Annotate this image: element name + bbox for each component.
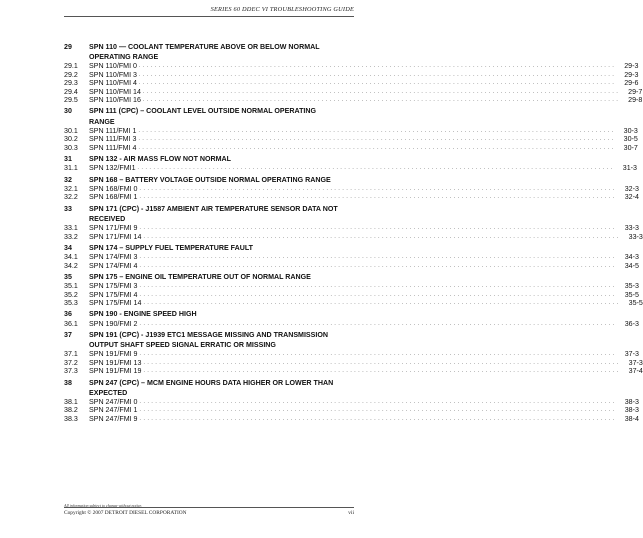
entry-number: 37.2 — [64, 358, 78, 367]
toc-entry[interactable] — [64, 96, 643, 105]
toc-entry[interactable] — [64, 261, 639, 270]
section-title: SPN 247 (CPC) – MCM ENGINE HOURS DATA HIGHER OR LOWER THAN EXPECTED — [89, 378, 334, 397]
entry-number: 30.2 — [64, 135, 78, 144]
dot-leader: . . . . . . . . . . . . . . . . . . . . . . . . . . . . . . . . . . . . . . . . . . . . . . . . . . . . . . . . . . . . . . . . . . . . . . . . . . . . . . . . . . . . . . . . . . . . . . . . . . . . . . . . . . . . . . . . . . . . . . . . — [138, 80, 615, 87]
toc-entry[interactable] — [64, 135, 638, 144]
dot-leader: . . . . . . . . . . . . . . . . . . . . . . . . . . . . . . . . . . . . . . . . . . . . . . . . . . . . . . . . . . . . . . . . . . . . . . . . . . . . . . . . . . . . . . . . . . . . . . . . . . . . . . . . . . . . . . . . . . . . . . . . — [138, 127, 614, 134]
entry-title: SPN 168/FMI 1 — [89, 193, 138, 202]
section-heading[interactable] — [64, 243, 354, 253]
entry-number: 38.3 — [64, 414, 78, 423]
toc-entry[interactable] — [64, 87, 643, 96]
entry-page-number: 35-5 — [624, 290, 639, 299]
section-heading[interactable] — [64, 175, 354, 185]
entry-number: 35.1 — [64, 282, 78, 291]
entry-page-number: 35-5 — [628, 298, 643, 307]
entry-page-number: 38-3 — [624, 397, 639, 406]
toc-entry[interactable] — [64, 70, 639, 79]
dot-leader: . . . . . . . . . . . . . . . . . . . . . . . . . . . . . . . . . . . . . . . . . . . . . . . . . . . . . . . . . . . . . . . . . . . . . . . . . . . . . . . . . . . . . . . . . . . . . . . . . . . . . . . . . . . . . . . . . . . . . . . . — [143, 368, 619, 375]
section-heading[interactable] — [64, 154, 354, 164]
dot-leader: . . . . . . . . . . . . . . . . . . . . . . . . . . . . . . . . . . . . . . . . . . . . . . . . . . . . . . . . . . . . . . . . . . . . . . . . . . . . . . . . . . . . . . . . . . . . . . . . . . . . . . . . . . . . . . . . . . . . . . . . — [139, 320, 615, 327]
section-heading[interactable] — [64, 309, 354, 319]
entry-page-number: 37-4 — [628, 367, 643, 376]
section-number: 31 — [64, 155, 72, 164]
entry-title: SPN 110/FMI 3 — [89, 70, 137, 79]
entry-title: SPN 191/FMI 13 — [89, 358, 142, 367]
entry-page-number: 33-3 — [628, 232, 643, 241]
dot-leader: . . . . . . . . . . . . . . . . . . . . . . . . . . . . . . . . . . . . . . . . . . . . . . . . . . . . . . . . . . . . . . . . . . . . . . . . . . . . . . . . . . . . . . . . . . . . . . . . . . . . . . . . . . . . . . . . . . . . . . . . — [143, 299, 619, 306]
dot-leader: . . . . . . . . . . . . . . . . . . . . . . . . . . . . . . . . . . . . . . . . . . . . . . . . . . . . . . . . . . . . . . . . . . . . . . . . . . . . . . . . . . . . . . . . . . . . . . . . . . . . . . . . . . . . . . . . . . . . . . . . — [139, 194, 615, 201]
section-title: SPN 190 - ENGINE SPEED HIGH — [89, 310, 197, 319]
section-heading[interactable] — [64, 42, 354, 62]
entry-number: 31.1 — [64, 164, 78, 173]
entry-title: SPN 191/FMI 19 — [89, 367, 142, 376]
toc-entry[interactable] — [64, 164, 637, 173]
toc-entry[interactable] — [64, 79, 639, 88]
entry-page-number: 34-3 — [624, 253, 639, 262]
entry-page-number: 36-3 — [624, 319, 639, 328]
entry-number: 29.2 — [64, 70, 78, 79]
dot-leader: . . . . . . . . . . . . . . . . . . . . . . . . . . . . . . . . . . . . . . . . . . . . . . . . . . . . . . . . . . . . . . . . . . . . . . . . . . . . . . . . . . . . . . . . . . . . . . . . . . . . . . . . . . . . . . . . . . . . . . . . — [138, 63, 615, 70]
entry-number: 29.1 — [64, 62, 78, 71]
dot-leader: . . . . . . . . . . . . . . . . . . . . . . . . . . . . . . . . . . . . . . . . . . . . . . . . . . . . . . . . . . . . . . . . . . . . . . . . . . . . . . . . . . . . . . . . . . . . . . . . . . . . . . . . . . . . . . . . . . . . . . . . — [138, 136, 614, 143]
entry-title: SPN 175/FMI 14 — [89, 298, 142, 307]
entry-number: 38.2 — [64, 406, 78, 415]
entry-title: SPN 247/FMI 0 — [89, 397, 138, 406]
entry-number: 36.1 — [64, 319, 78, 328]
entry-title: SPN 247/FMI 1 — [89, 406, 138, 415]
toc-entry[interactable] — [64, 367, 643, 376]
entry-page-number: 29-8 — [628, 96, 643, 105]
toc-entry[interactable] — [64, 253, 639, 262]
section-title: SPN 132 - AIR MASS FLOW NOT NORMAL — [89, 155, 232, 164]
dot-leader: . . . . . . . . . . . . . . . . . . . . . . . . . . . . . . . . . . . . . . . . . . . . . . . . . . . . . . . . . . . . . . . . . . . . . . . . . . . . . . . . . . . . . . . . . . . . . . . . . . . . . . . . . . . . . . . . . . . . . . . . — [137, 165, 613, 172]
section-number: 32 — [64, 175, 72, 184]
toc-entry[interactable] — [64, 397, 639, 406]
section-heading[interactable] — [64, 272, 354, 282]
entry-number: 33.2 — [64, 232, 78, 241]
entry-title: SPN 111/FMI 4 — [89, 143, 137, 152]
entry-page-number: 34-5 — [624, 261, 639, 270]
section-title: SPN 168 – BATTERY VOLTAGE OUTSIDE NORMAL OPERATING RANGE — [89, 175, 331, 184]
section-title: SPN 110 — COOLANT TEMPERATURE ABOVE OR BELOW NORMAL OPERATING RANGE — [89, 43, 320, 62]
entry-number: 30.3 — [64, 143, 78, 152]
toc-entry[interactable] — [64, 143, 638, 152]
dot-leader: . . . . . . . . . . . . . . . . . . . . . . . . . . . . . . . . . . . . . . . . . . . . . . . . . . . . . . . . . . . . . . . . . . . . . . . . . . . . . . . . . . . . . . . . . . . . . . . . . . . . . . . . . . . . . . . . . . . . . . . . — [138, 144, 614, 151]
dot-leader: . . . . . . . . . . . . . . . . . . . . . . . . . . . . . . . . . . . . . . . . . . . . . . . . . . . . . . . . . . . . . . . . . . . . . . . . . . . . . . . . . . . . . . . . . . . . . . . . . . . . . . . . . . . . . . . . . . . . . . . . — [143, 233, 619, 240]
entry-page-number: 38-3 — [624, 406, 639, 415]
dot-leader: . . . . . . . . . . . . . . . . . . . . . . . . . . . . . . . . . . . . . . . . . . . . . . . . . . . . . . . . . . . . . . . . . . . . . . . . . . . . . . . . . . . . . . . . . . . . . . . . . . . . . . . . . . . . . . . . . . . . . . . . — [143, 359, 619, 366]
toc-entry[interactable] — [64, 358, 643, 367]
toc-entry[interactable] — [64, 290, 639, 299]
toc-entry[interactable] — [64, 62, 639, 71]
entry-page-number: 31-3 — [622, 164, 637, 173]
dot-leader: . . . . . . . . . . . . . . . . . . . . . . . . . . . . . . . . . . . . . . . . . . . . . . . . . . . . . . . . . . . . . . . . . . . . . . . . . . . . . . . . . . . . . . . . . . . . . . . . . . . . . . . . . . . . . . . . . . . . . . . . — [139, 225, 615, 232]
entry-number: 35.2 — [64, 290, 78, 299]
entry-number: 34.2 — [64, 261, 78, 270]
entry-title: SPN 111/FMI 3 — [89, 135, 137, 144]
toc-entry[interactable] — [64, 224, 639, 233]
section-number: 33 — [64, 204, 72, 213]
entry-page-number: 32-4 — [624, 193, 639, 202]
footer-copyright: Copyright © 2007 DETROIT DIESEL CORPORATION — [64, 510, 187, 516]
entry-number: 37.3 — [64, 367, 78, 376]
dot-leader: . . . . . . . . . . . . . . . . . . . . . . . . . . . . . . . . . . . . . . . . . . . . . . . . . . . . . . . . . . . . . . . . . . . . . . . . . . . . . . . . . . . . . . . . . . . . . . . . . . . . . . . . . . . . . . . . . . . . . . . . — [139, 262, 615, 269]
dot-leader: . . . . . . . . . . . . . . . . . . . . . . . . . . . . . . . . . . . . . . . . . . . . . . . . . . . . . . . . . . . . . . . . . . . . . . . . . . . . . . . . . . . . . . . . . . . . . . . . . . . . . . . . . . . . . . . . . . . . . . . . — [142, 97, 619, 104]
entry-title: SPN 191/FMI 9 — [89, 350, 138, 359]
entry-title: SPN 110/FMI 16 — [89, 96, 141, 105]
section-number: 29 — [64, 43, 72, 51]
footer-divider — [64, 507, 354, 508]
toc-entry[interactable] — [64, 282, 639, 291]
section-title: SPN 191 (CPC) - J1939 ETC1 MESSAGE MISSING AND TRANSMISSION OUTPUT SHAFT SPEED SIGNAL ERRATIC OR MISSING — [89, 330, 329, 350]
dot-leader: . . . . . . . . . . . . . . . . . . . . . . . . . . . . . . . . . . . . . . . . . . . . . . . . . . . . . . . . . . . . . . . . . . . . . . . . . . . . . . . . . . . . . . . . . . . . . . . . . . . . . . . . . . . . . . . . . . . . . . . . — [139, 407, 615, 414]
entry-title: SPN 171/FMI 14 — [89, 232, 142, 241]
toc-entry[interactable] — [64, 184, 639, 193]
section-title: SPN 174 – SUPPLY FUEL TEMPERATURE FAULT — [89, 243, 253, 252]
entry-title: SPN 110/FMI 4 — [89, 79, 137, 88]
page-number: vii — [348, 510, 354, 516]
entry-number: 32.1 — [64, 184, 78, 193]
entry-page-number: 30-5 — [623, 135, 638, 144]
toc-entry[interactable] — [64, 126, 638, 135]
section-title: SPN 111 (CPC) – COOLANT LEVEL OUTSIDE NORMAL OPERATING RANGE — [89, 107, 317, 126]
section-number: 38 — [64, 378, 72, 387]
toc-entry[interactable] — [64, 298, 643, 307]
entry-number: 37.1 — [64, 350, 78, 359]
section-number: 36 — [64, 310, 72, 319]
entry-number: 38.1 — [64, 397, 78, 406]
toc-entry[interactable] — [64, 350, 639, 359]
entry-title: SPN 175/FMI 4 — [89, 290, 138, 299]
section-heading[interactable] — [64, 378, 354, 398]
dot-leader: . . . . . . . . . . . . . . . . . . . . . . . . . . . . . . . . . . . . . . . . . . . . . . . . . . . . . . . . . . . . . . . . . . . . . . . . . . . . . . . . . . . . . . . . . . . . . . . . . . . . . . . . . . . . . . . . . . . . . . . . — [139, 283, 615, 290]
entry-page-number: 35-3 — [624, 282, 639, 291]
dot-leader: . . . . . . . . . . . . . . . . . . . . . . . . . . . . . . . . . . . . . . . . . . . . . . . . . . . . . . . . . . . . . . . . . . . . . . . . . . . . . . . . . . . . . . . . . . . . . . . . . . . . . . . . . . . . . . . . . . . . . . . . — [139, 254, 615, 261]
toc-entry[interactable] — [64, 319, 639, 328]
section-heading[interactable] — [64, 204, 354, 224]
entry-number: 35.3 — [64, 298, 78, 307]
entry-number: 34.1 — [64, 253, 78, 262]
entry-title: SPN 132/FMI1 — [89, 164, 136, 173]
entry-page-number: 37-3 — [624, 350, 639, 359]
running-header: SERIES 60 DDEC VI TROUBLESHOOTING GUIDE — [210, 6, 354, 13]
toc-entry[interactable] — [64, 414, 639, 423]
entry-page-number: 30-7 — [623, 143, 638, 152]
dot-leader: . . . . . . . . . . . . . . . . . . . . . . . . . . . . . . . . . . . . . . . . . . . . . . . . . . . . . . . . . . . . . . . . . . . . . . . . . . . . . . . . . . . . . . . . . . . . . . . . . . . . . . . . . . . . . . . . . . . . . . . . — [139, 291, 615, 298]
entry-title: SPN 174/FMI 4 — [89, 261, 138, 270]
entry-title: SPN 190/FMI 2 — [89, 319, 138, 328]
entry-title: SPN 168/FMI 0 — [89, 184, 138, 193]
section-title: SPN 171 (CPC) - J1587 AMBIENT AIR TEMPERATURE SENSOR DATA NOT RECEIVED — [89, 204, 338, 223]
dot-leader: . . . . . . . . . . . . . . . . . . . . . . . . . . . . . . . . . . . . . . . . . . . . . . . . . . . . . . . . . . . . . . . . . . . . . . . . . . . . . . . . . . . . . . . . . . . . . . . . . . . . . . . . . . . . . . . . . . . . . . . . — [142, 88, 619, 95]
section-number: 30 — [64, 107, 72, 116]
dot-leader: . . . . . . . . . . . . . . . . . . . . . . . . . . . . . . . . . . . . . . . . . . . . . . . . . . . . . . . . . . . . . . . . . . . . . . . . . . . . . . . . . . . . . . . . . . . . . . . . . . . . . . . . . . . . . . . . . . . . . . . . — [139, 398, 615, 405]
section-heading[interactable] — [64, 106, 354, 126]
section-heading[interactable] — [64, 330, 354, 350]
entry-page-number: 38-4 — [624, 414, 639, 423]
entry-page-number: 29-3 — [624, 70, 639, 79]
dot-leader: . . . . . . . . . . . . . . . . . . . . . . . . . . . . . . . . . . . . . . . . . . . . . . . . . . . . . . . . . . . . . . . . . . . . . . . . . . . . . . . . . . . . . . . . . . . . . . . . . . . . . . . . . . . . . . . . . . . . . . . . — [138, 71, 615, 78]
entry-title: SPN 247/FMI 9 — [89, 414, 138, 423]
dot-leader: . . . . . . . . . . . . . . . . . . . . . . . . . . . . . . . . . . . . . . . . . . . . . . . . . . . . . . . . . . . . . . . . . . . . . . . . . . . . . . . . . . . . . . . . . . . . . . . . . . . . . . . . . . . . . . . . . . . . . . . . — [139, 351, 615, 358]
entry-page-number: 32-3 — [624, 184, 639, 193]
entry-page-number: 29-7 — [628, 87, 643, 96]
entry-number: 30.1 — [64, 126, 78, 135]
toc-entry[interactable] — [64, 406, 639, 415]
entry-number: 32.2 — [64, 193, 78, 202]
section-title: SPN 175 – ENGINE OIL TEMPERATURE OUT OF NORMAL RANGE — [89, 272, 311, 281]
entry-title: SPN 110/FMI 0 — [89, 62, 137, 71]
entry-number: 29.4 — [64, 87, 78, 96]
toc-entry[interactable] — [64, 232, 643, 241]
entry-title: SPN 174/FMI 3 — [89, 253, 138, 262]
entry-page-number: 33-3 — [624, 224, 639, 233]
entry-page-number: 29-6 — [624, 79, 639, 88]
entry-title: SPN 111/FMI 1 — [89, 126, 137, 135]
entry-number: 33.1 — [64, 224, 78, 233]
section-number: 34 — [64, 243, 72, 252]
dot-leader: . . . . . . . . . . . . . . . . . . . . . . . . . . . . . . . . . . . . . . . . . . . . . . . . . . . . . . . . . . . . . . . . . . . . . . . . . . . . . . . . . . . . . . . . . . . . . . . . . . . . . . . . . . . . . . . . . . . . . . . . — [139, 185, 615, 192]
entry-title: SPN 171/FMI 9 — [89, 224, 138, 233]
entry-title: SPN 110/FMI 14 — [89, 87, 141, 96]
table-of-contents — [64, 40, 643, 423]
header-divider — [64, 16, 354, 17]
entry-page-number: 30-3 — [623, 126, 638, 135]
section-number: 35 — [64, 272, 72, 281]
footer-note: All information subject to change without notice. — [64, 503, 143, 508]
entry-title: SPN 175/FMI 3 — [89, 282, 138, 291]
entry-page-number: 29-3 — [624, 62, 639, 71]
section-number: 37 — [64, 330, 72, 339]
dot-leader: . . . . . . . . . . . . . . . . . . . . . . . . . . . . . . . . . . . . . . . . . . . . . . . . . . . . . . . . . . . . . . . . . . . . . . . . . . . . . . . . . . . . . . . . . . . . . . . . . . . . . . . . . . . . . . . . . . . . . . . . — [139, 415, 615, 422]
entry-number: 29.5 — [64, 96, 78, 105]
entry-page-number: 37-3 — [628, 358, 643, 367]
entry-number: 29.3 — [64, 79, 78, 88]
toc-entry[interactable] — [64, 193, 639, 202]
